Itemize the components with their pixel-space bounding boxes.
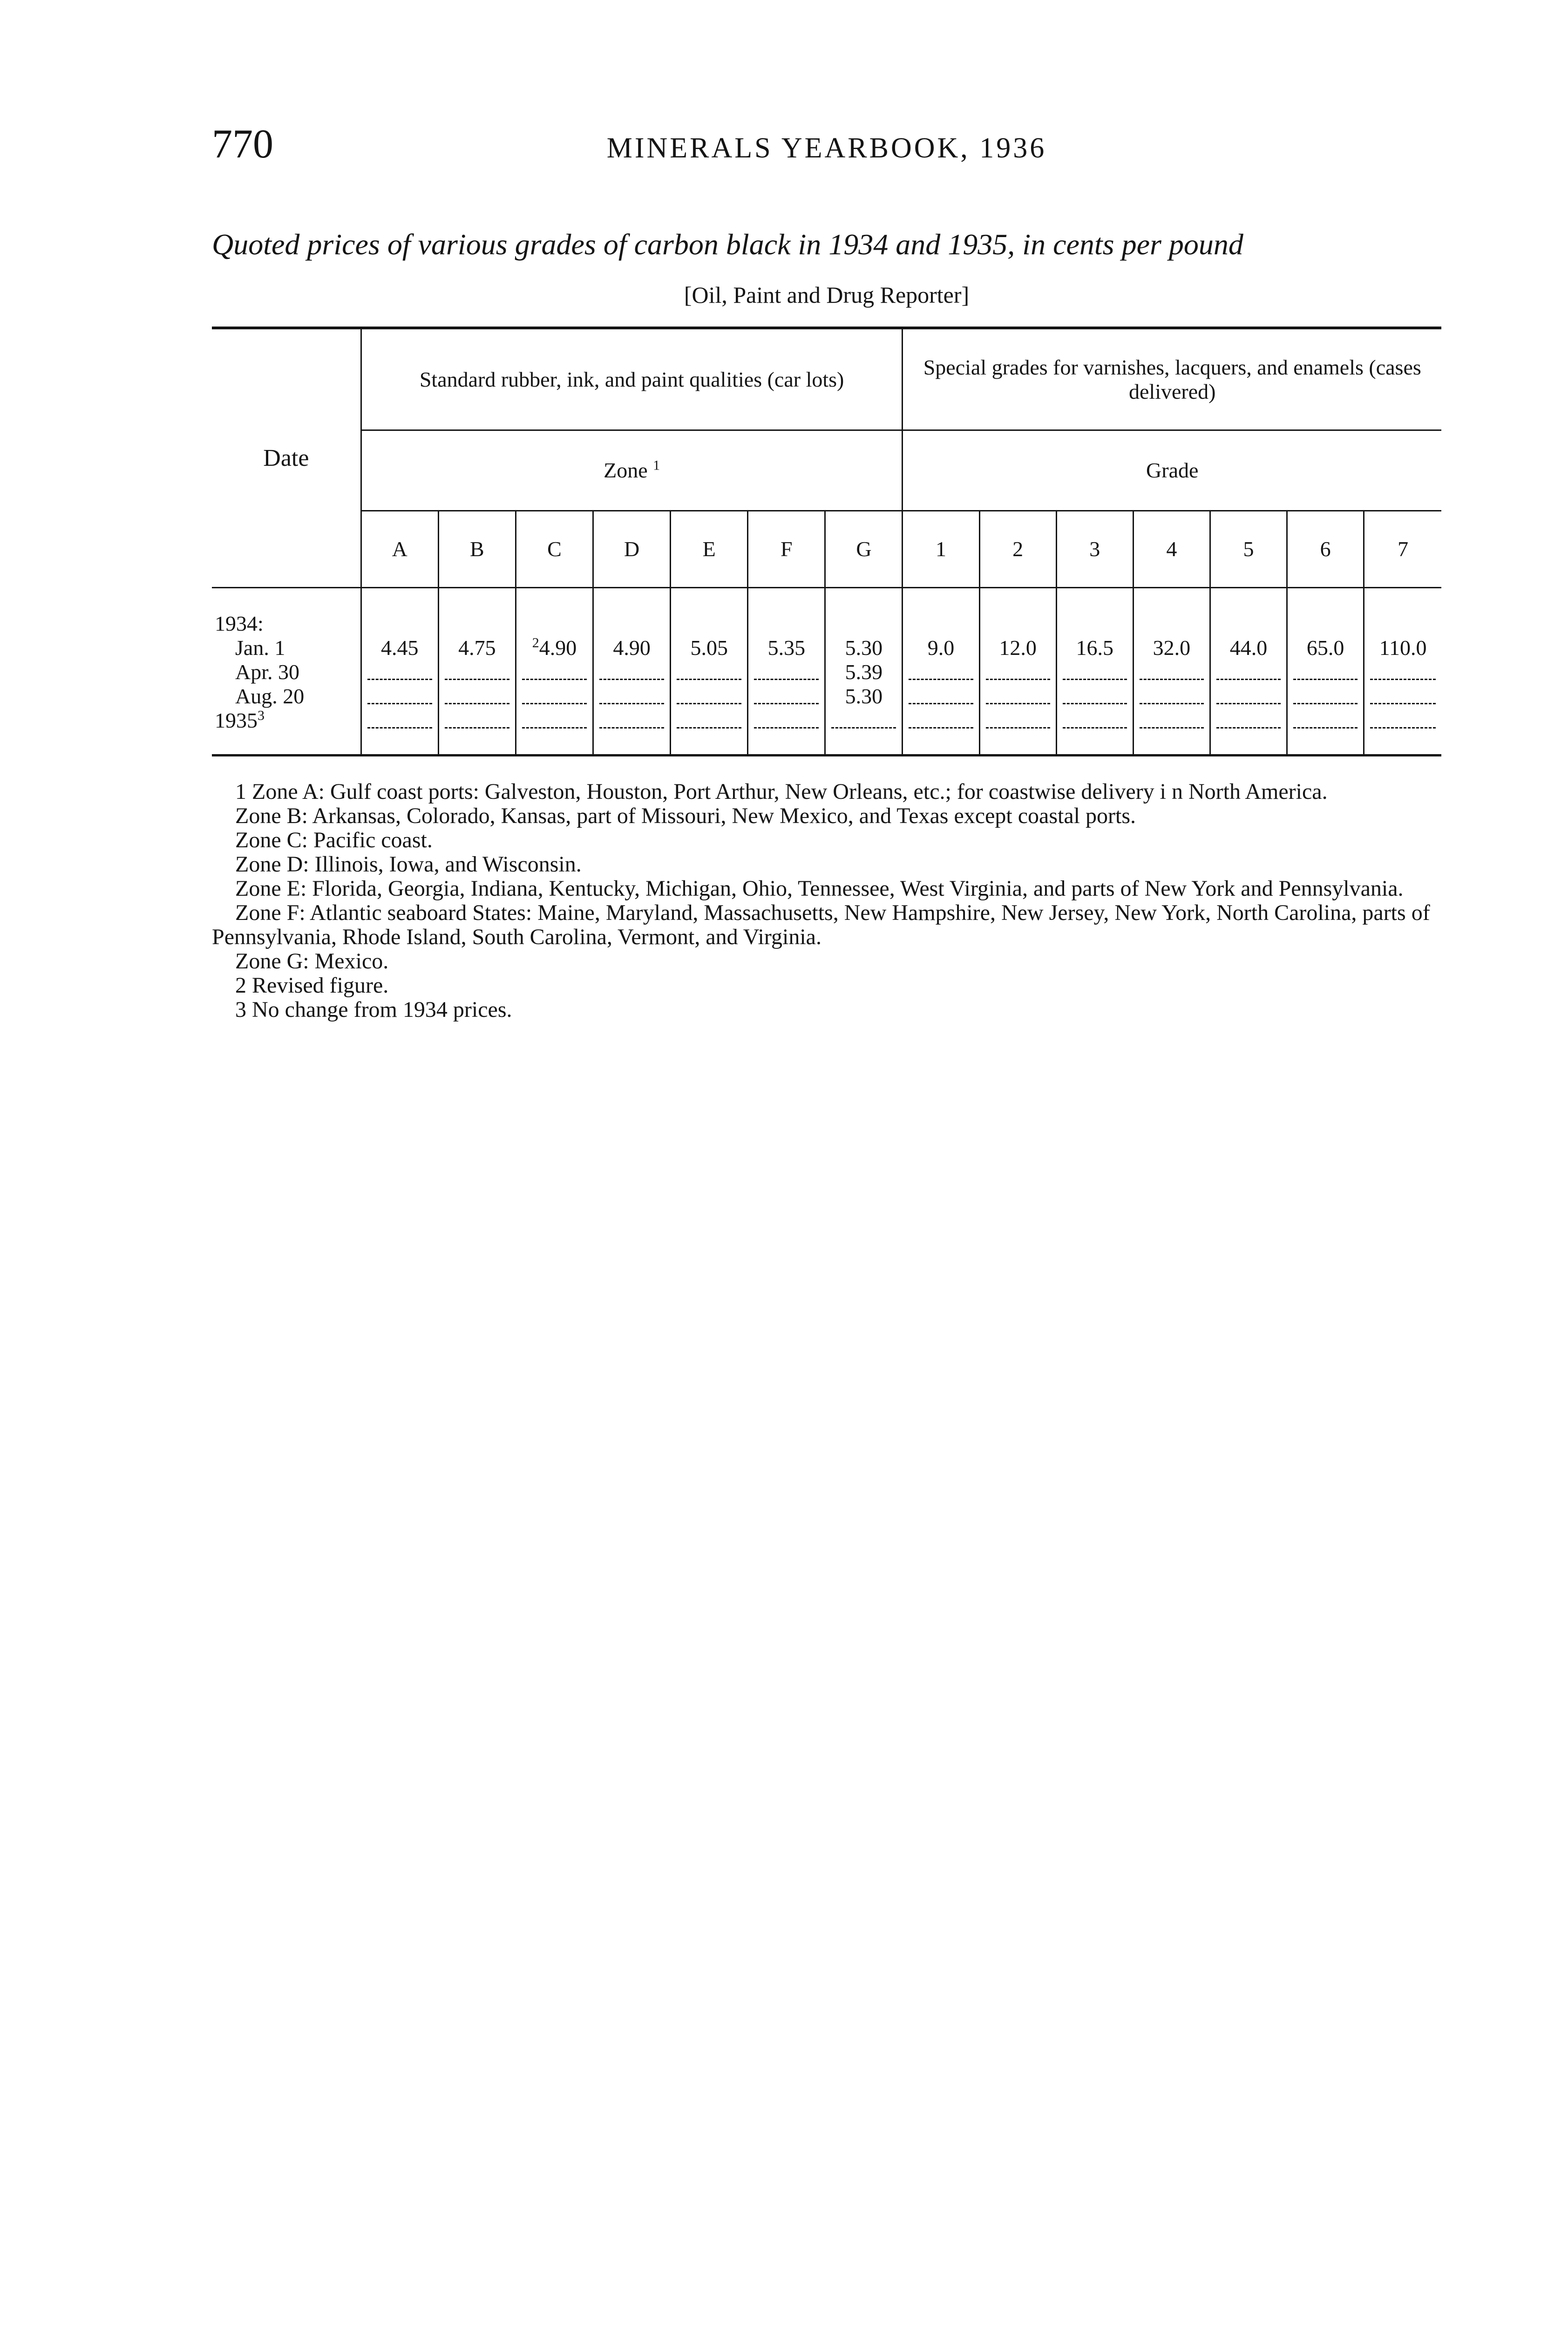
table-row bbox=[212, 660, 1441, 684]
footnotes bbox=[212, 780, 1441, 1022]
table-row bbox=[212, 684, 1441, 708]
table-cell: 5.30 bbox=[825, 636, 903, 660]
zone-b-header: B bbox=[438, 511, 516, 588]
table-cell: 4.45 bbox=[361, 636, 438, 660]
grade-6-header: 6 bbox=[1287, 511, 1364, 588]
table-row bbox=[212, 636, 1441, 660]
footnote: Zone E: Florida, Georgia, Indiana, Kentucky, Michigan, Ohio, Tennessee, West Virginia, and parts of New York and Pennsylvania. bbox=[235, 876, 1404, 901]
grade-4-header: 4 bbox=[1133, 511, 1210, 588]
carbon-black-price-table bbox=[212, 327, 1441, 756]
grade-2-header: 2 bbox=[979, 511, 1056, 588]
table-source: [Oil, Paint and Drug Reporter] bbox=[684, 282, 970, 308]
page bbox=[212, 121, 1441, 1022]
table-row bbox=[212, 612, 1441, 636]
row-date: Jan. 1 bbox=[235, 636, 285, 660]
table-title: Quoted prices of various grades of carbon black in 1934 and 1935, in cents per pound bbox=[212, 228, 1243, 261]
year-label: 1934: bbox=[215, 612, 264, 635]
running-head: MINERALS YEARBOOK, 1936 bbox=[606, 132, 1047, 164]
footnote: Zone G: Mexico. bbox=[235, 949, 389, 974]
table-cell: 4.75 bbox=[438, 636, 516, 660]
table-cell: 5.05 bbox=[671, 636, 748, 660]
table-cell: 16.5 bbox=[1056, 636, 1133, 660]
table-cell: 9.0 bbox=[903, 636, 979, 660]
table-cell: 5.39 bbox=[825, 660, 903, 684]
footnote: 1 Zone A: Gulf coast ports: Galveston, Houston, Port Arthur, New Orleans, etc.; for coastwise delivery i n North America. bbox=[235, 779, 1328, 804]
special-grades-header: Special grades for varnishes, lacquers, and enamels (cases delivered) bbox=[903, 328, 1441, 430]
zone-a-header: A bbox=[361, 511, 438, 588]
row-date: Aug. 20 bbox=[235, 684, 305, 708]
table-cell: 12.0 bbox=[979, 636, 1056, 660]
table-cell: 32.0 bbox=[1133, 636, 1210, 660]
grade-7-header: 7 bbox=[1364, 511, 1441, 588]
grade-3-header: 3 bbox=[1056, 511, 1133, 588]
zone-e-header: E bbox=[671, 511, 748, 588]
table-cell: 110.0 bbox=[1364, 636, 1441, 660]
footnote-marker: 2 bbox=[532, 635, 539, 651]
page-number: 770 bbox=[212, 122, 273, 167]
table-cell: 4.90 bbox=[593, 636, 671, 660]
zone-c-header: C bbox=[516, 511, 593, 588]
footnote: 3 No change from 1934 prices. bbox=[235, 997, 512, 1022]
footnote: Zone D: Illinois, Iowa, and Wisconsin. bbox=[235, 852, 582, 877]
table-cell: 5.30 bbox=[825, 684, 903, 708]
footnote-marker: 3 bbox=[258, 708, 265, 723]
grade-1-header: 1 bbox=[903, 511, 979, 588]
footnote: 2 Revised figure. bbox=[235, 973, 389, 998]
table-cell: 44.0 bbox=[1210, 636, 1287, 660]
zone-d-header: D bbox=[593, 511, 671, 588]
zone-header: Zone $^1$ bbox=[361, 430, 903, 511]
zone-g-header: G bbox=[825, 511, 903, 588]
grade-5-header: 5 bbox=[1210, 511, 1287, 588]
footnote-marker: 1 bbox=[653, 457, 660, 473]
row-date: Apr. 30 bbox=[235, 660, 299, 684]
table-cell: 5.35 bbox=[748, 636, 825, 660]
footnote: Zone C: Pacific coast. bbox=[235, 828, 433, 852]
date-column-header: Date bbox=[212, 328, 361, 588]
grade-header: Grade bbox=[903, 430, 1441, 511]
standard-grades-header: Standard rubber, ink, and paint qualities (car lots) bbox=[361, 328, 903, 430]
table-row bbox=[212, 708, 1441, 733]
zone-f-header: F bbox=[748, 511, 825, 588]
table-cell: 65.0 bbox=[1287, 636, 1364, 660]
row-date: 1935$^3$ bbox=[215, 708, 265, 732]
footnote: Zone F: Atlantic seaboard States: Maine, Maryland, Massachusetts, New Hampshire, New Jersey, New York, North Carolina, parts of Pennsylvania, Rhode Island, South Carolina, Vermont, and Virginia. bbox=[212, 900, 1430, 949]
footnote: Zone B: Arkansas, Colorado, Kansas, part of Missouri, New Mexico, and Texas except coastal ports. bbox=[235, 804, 1136, 828]
page-header bbox=[212, 121, 1441, 177]
table-cell: $^2$4.90 bbox=[516, 636, 593, 660]
